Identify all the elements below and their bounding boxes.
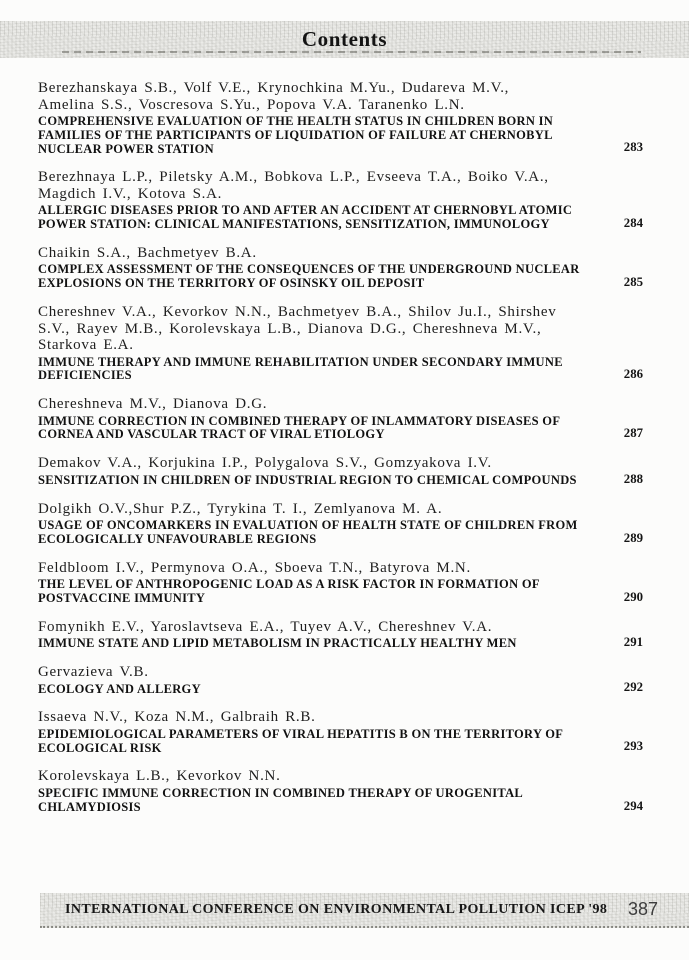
entry-authors: Korolevskaya L.B., Kevorkov N.N. [38,768,281,785]
entry-page-number: 287 [623,426,643,441]
entry-page-number: 283 [623,140,643,155]
entry-title: THE LEVEL OF ANTHROPOGENIC LOAD AS A RISK FACTOR IN FORMATION OF POSTVACCINE IMMUNITY [38,577,540,605]
entry-authors: Fomynikh E.V., Yaroslavtseva E.A., Tuyev A.V., Chereshnev V.A. [38,618,493,635]
toc-entry [38,664,643,696]
entry-page-number: 294 [623,798,643,813]
entry-authors: Issaeva N.V., Koza N.M., Galbraih R.B. [38,709,316,726]
entry-page-number: 289 [623,530,643,545]
entry-authors: Demakov V.A., Korjukina I.P., Polygalova S.V., Gomzyakova I.V. [38,455,492,472]
entry-page-number: 285 [623,275,643,290]
toc-entry [38,501,643,547]
entry-title: COMPREHENSIVE EVALUATION OF THE HEALTH STATUS IN CHILDREN BORN IN FAMILIES OF THE PARTICIPANTS OF LIQUIDATION OF FAILURE AT CHERNOBYL NUCLEAR POWER STATION [38,114,554,156]
toc-entry [38,396,643,442]
entry-title: COMPLEX ASSESSMENT OF THE CONSEQUENCES OF THE UNDERGROUND NUCLEAR EXPLOSIONS ON THE TERRITORY OF OSINSKY OIL DEPOSIT [38,262,580,291]
entry-authors: Chaikin S.A., Bachmetyev B.A. [38,244,257,261]
entry-authors: Berezhanskaya S.B., Volf V.E., Krynochkina M.Yu., Dudareva M.V., Amelina S.S., Voscresova S.Yu., Popova V.A. Taranenko L.N. [38,80,510,113]
footer-page-number: 387 [627,899,658,919]
entry-page-number: 292 [623,680,643,695]
entry-title: EPIDEMIOLOGICAL PARAMETERS OF VIRAL HEPATITIS B ON THE TERRITORY OF ECOLOGICAL RISK [38,726,563,755]
toc-list [38,80,643,828]
toc-entry [38,169,643,232]
entry-authors: Berezhnaya L.P., Piletsky A.M., Bobkova L.P., Evseeva T.A., Boiko V.A., Magdich I.V., Kotova S.A. [38,169,549,202]
entry-title: IMMUNE THERAPY AND IMMUNE REHABILITATION UNDER SECONDARY IMMUNE DEFICIENCIES [38,354,563,383]
entry-title: USAGE OF ONCOMARKERS IN EVALUATION OF HEALTH STATE OF CHILDREN FROM ECOLOGICALLY UNFAVOURABLE REGIONS [38,518,578,546]
entry-page-number: 284 [623,215,643,230]
entry-page-number: 290 [623,589,643,604]
page-title: Contents [301,27,388,51]
entry-title: SENSITIZATION IN CHILDREN OF INDUSTRIAL REGION TO CHEMICAL COMPOUNDS [38,472,577,487]
entry-authors: Gervazieva V.B. [38,664,149,681]
toc-entry [38,245,643,291]
entry-authors: Feldbloom I.V., Permynova O.A., Sboeva T.N., Batyrova M.N. [38,559,471,576]
toc-entry [38,768,643,814]
entry-authors: Dolgikh O.V.,Shur P.Z., Tyrykina T. I., Zemlyanova M. A. [38,500,443,517]
entry-title: ALLERGIC DISEASES PRIOR TO AND AFTER AN ACCIDENT AT CHERNOBYL ATOMIC POWER STATION: CLINICAL MANIFESTATIONS, SENSITIZATION, IMMUNOLOGY [38,203,573,232]
toc-entry [38,560,643,606]
entry-page-number: 286 [623,367,643,382]
entry-title: SPECIFIC IMMUNE CORRECTION IN COMBINED THERAPY OF UROGENITAL CHLAMYDIOSIS [38,785,523,814]
toc-entry [38,80,643,156]
footer-band [40,893,689,928]
toc-entry [38,619,643,651]
entry-title: IMMUNE CORRECTION IN COMBINED THERAPY OF INLAMMATORY DISEASES OF CORNEA AND VASCULAR TRACT OF VIRAL ETIOLOGY [38,413,560,442]
entry-page-number: 293 [623,739,643,754]
footer-conference-title: INTERNATIONAL CONFERENCE ON ENVIRONMENTAL POLLUTION ICEP '98 [65,901,608,917]
header-band [0,21,689,58]
entry-title: IMMUNE STATE AND LIPID METABOLISM IN PRACTICALLY HEALTHY MEN [38,636,517,651]
entry-page-number: 288 [623,471,643,486]
toc-entry [38,304,643,383]
entry-authors: Chereshnev V.A., Kevorkov N.N., Bachmetyev B.A., Shilov Ju.I., Shirshev S.V., Rayev M.B., Korolevskaya L.B., Dianova D.G., Chereshneva M.V., Starkova E.A. [38,304,557,354]
toc-entry [38,455,643,487]
entry-title: ECOLOGY AND ALLERGY [38,681,201,696]
toc-entry [38,709,643,755]
entry-authors: Chereshneva M.V., Dianova D.G. [38,396,268,413]
entry-page-number: 291 [623,635,643,650]
